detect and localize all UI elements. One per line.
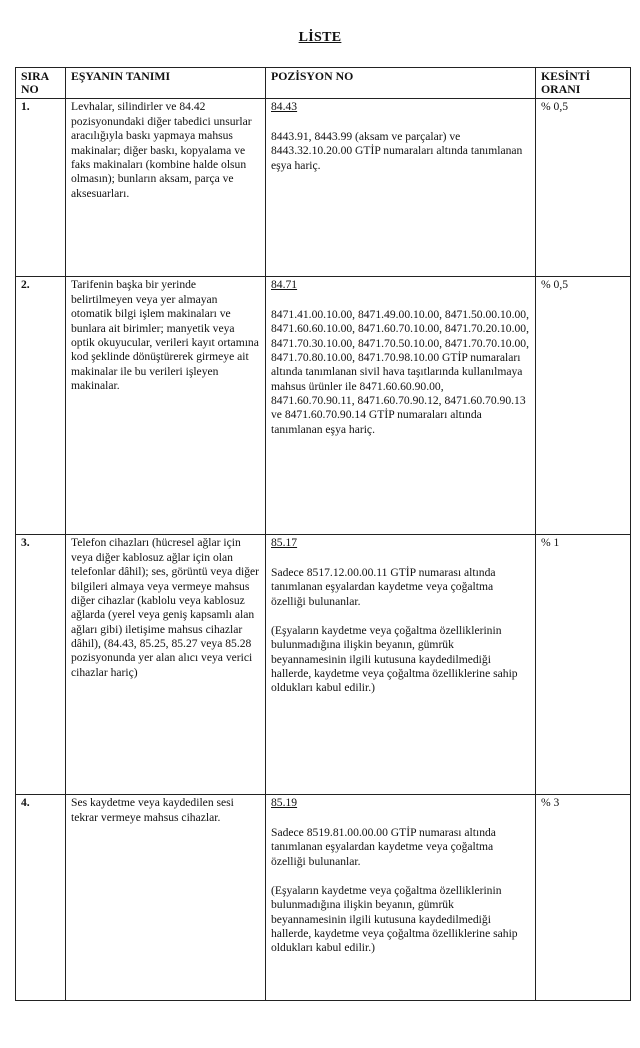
- header-sira-no: SIRA NO: [16, 68, 66, 99]
- item-description: Telefon cihazları (hücresel ağlar için veya diğer kablosuz ağlar için olan telefonlar dâhil); ses, görüntü veya diğer bilgileri almaya veya vermeye mahsus diğer cihazlar (kablolu veya kablosuz ağlarda (yerel veya geniş kapsamlı alan ağları gibi) iletişime mahsus cihazlar dâhil), (84.43, 85.25, 85.27 veya 85.28 pozisyonunda yer alan alıcı veya verici cihazlar hariç): [66, 535, 266, 795]
- row-number: 4.: [16, 795, 66, 1001]
- row-number: 2.: [16, 277, 66, 535]
- table-row: [16, 795, 631, 1001]
- position-code: 85.17: [271, 536, 298, 550]
- deduction-rate: % 0,5: [536, 99, 631, 277]
- position-note: (Eşyaların kaydetme veya çoğaltma özelliklerinin bulunmadığına ilişkin beyanın, gümrük beyannamesinin ilgili kutusuna kaydedilmediği hallerde, kaydetme veya çoğaltma özelliklerine sahip oldukları kabul edilir.): [271, 623, 518, 695]
- page-title: LİSTE: [298, 30, 342, 45]
- position-note: (Eşyaların kaydetme veya çoğaltma özelliklerinin bulunmadığına ilişkin beyanın, gümrük beyannamesinin ilgili kutusuna kaydedilmediği hallerde, kaydetme veya çoğaltma özelliklerine sahip oldukları kabul edilir.): [271, 883, 518, 955]
- list-table: [15, 67, 631, 1001]
- deduction-rate: % 3: [536, 795, 631, 1001]
- position-code: 84.71: [271, 278, 298, 292]
- position-note: Sadece 8519.81.00.00.00 GTİP numarası altında tanımlanan eşyalardan kaydetme veya çoğaltma özelliği bulunanlar.: [271, 825, 496, 868]
- deduction-rate: % 1: [536, 535, 631, 795]
- position-note: 8471.41.00.10.00, 8471.49.00.10.00, 8471.50.00.10.00, 8471.60.60.10.00, 8471.60.70.10.00, 8471.70.20.10.00, 8471.70.30.10.00, 8471.70.50.10.00, 8471.70.70.10.00, 8471.70.80.10.00, 8471.70.98.10.00 GTİP numaraları altında tanımlanan sivil hava taşıtlarında kullanılmaya mahsus ürünler ile 8471.60.60.90.00, 8471.60.70.90.11, 8471.60.70.90.12, 8471.60.70.90.13 ve 8471.60.70.90.14 GTİP numaraları altında tanımlanan eşya hariç.: [271, 307, 529, 436]
- table-row: [16, 99, 631, 277]
- item-description: Ses kaydetme veya kaydedilen sesi tekrar vermeye mahsus cihazlar.: [66, 795, 266, 1001]
- position-code: 85.19: [271, 796, 298, 810]
- position-note: 8443.91, 8443.99 (aksam ve parçalar) ve 8443.32.10.20.00 GTİP numaraları altında tanımlanan eşya hariç.: [271, 129, 523, 172]
- position-cell: [266, 277, 536, 535]
- header-pozisyon-no: POZİSYON NO: [266, 68, 536, 99]
- table-row: [16, 535, 631, 795]
- header-esyanin-tanimi: EŞYANIN TANIMI: [66, 68, 266, 99]
- table-header-row: [16, 68, 631, 99]
- row-number: 3.: [16, 535, 66, 795]
- position-code: 84.43: [271, 100, 298, 114]
- position-note: Sadece 8517.12.00.00.11 GTİP numarası altında tanımlanan eşyalardan kaydetme veya çoğaltma özelliği bulunanlar.: [271, 565, 496, 608]
- position-cell: [266, 535, 536, 795]
- position-cell: [266, 99, 536, 277]
- header-kesinti-orani: KESİNTİ ORANI: [536, 68, 631, 99]
- deduction-rate: % 0,5: [536, 277, 631, 535]
- item-description: Levhalar, silindirler ve 84.42 pozisyonundaki diğer tabedici unsurlar aracılığıyla baskı yapmaya mahsus makinalar; diğer baskı, kopyalama ve faks makinaları (kombine halde olsun olmasın); bunların aksam, parça ve aksesuarları.: [66, 99, 266, 277]
- item-description: Tarifenin başka bir yerinde belirtilmeyen veya yer almayan otomatik bilgi işlem makinaları ve bunlara ait birimler; manyetik veya optik okuyucular, verileri kayıt ortamına kod şeklinde dönüştürerek girmeye ait makinalar ile bu verileri işleyen makinalar.: [66, 277, 266, 535]
- row-number: 1.: [16, 99, 66, 277]
- table-row: [16, 277, 631, 535]
- position-cell: [266, 795, 536, 1001]
